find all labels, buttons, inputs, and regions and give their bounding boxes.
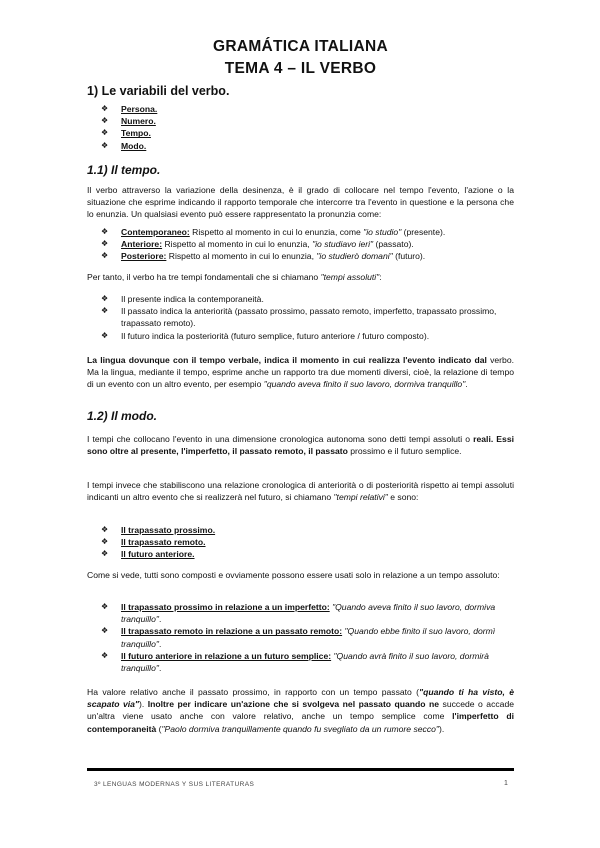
diamond-bullet-icon: ❖: [101, 227, 109, 236]
list-item: ❖ Numero.: [101, 116, 156, 127]
tense-list: [101, 226, 514, 263]
list-item: ❖ Il trapassato remoto.: [101, 537, 206, 548]
section-1-2-heading: 1.2) Il modo.: [87, 409, 158, 423]
section-1-1-heading: 1.1) Il tempo.: [87, 163, 161, 177]
diamond-bullet-icon: ❖: [101, 626, 109, 636]
list-item: ❖ Il futuro anteriore.: [101, 549, 195, 560]
tempo-paragraph-1: Il verbo attraverso la variazione della desinenza, è il grado di collocare nel tempo l'evento, l'azione o la situazione che esprime indicando il rapporto temporale che intercorre tra l'evento in questione e la persona che lo enunzia. Un qualsiasi evento può essere rappresentato la pronunzia come:: [87, 185, 514, 220]
list-item: ❖ Il futuro indica la posteriorità (futuro semplice, futuro anteriore / futuro composto).: [101, 330, 430, 341]
list-item: ❖ Posteriore: Rispetto al momento in cui lo enunzia, "io studierò domani" (futuro).: [101, 251, 426, 262]
section-1-heading: 1) Le variabili del verbo.: [87, 84, 230, 98]
tempo-paragraph-2: Per tanto, il verbo ha tre tempi fondamentali che si chiamano "tempi assoluti":: [87, 272, 382, 282]
diamond-bullet-icon: ❖: [101, 525, 109, 534]
relations-list: [101, 601, 514, 674]
list-item: ❖ Persona.: [101, 104, 158, 114]
relative-tenses-list: [101, 524, 514, 561]
tempo-paragraph-3: La lingua dovunque con il tempo verbale, indica il momento in cui realizza l'evento indicato dal verbo. Ma la lingua, mediante il tempo, esprime anche un rapporto tra due momenti diversi, cioè, la relazione di tempo di un evento con un altro evento, per esempio "quando aveva finito il suo lavoro, dormiva tranquillo".: [87, 355, 514, 390]
diamond-bullet-icon: ❖: [101, 239, 109, 249]
modo-paragraph-1: I tempi che collocano l'evento in una dimensione cronologica autonoma sono detti tempi assoluti o reali. Essi sono oltre al presente, l'imperfetto, il passato remoto, il passato prossimo e il futuro semplice.: [87, 434, 514, 457]
diamond-bullet-icon: ❖: [101, 104, 109, 113]
list-item: ❖ Il trapassato remoto in relazione a un passato remoto: "Quando ebbe finito il suo lavoro, dormì tranquillo".: [101, 626, 496, 649]
modo-paragraph-4: Ha valore relativo anche il passato prossimo, in rapporto con un tempo passato ("quando ti ha visto, è scapato via"). Inoltre per indicare un'azione che si svolgeva nel passato quando ne succede o accade un'altra viene usato anche con valore relativo, anche un tempo semplice come l'imperfetto di contemporaneità ("Paolo dormiva tranquillamente quando fu svegliato da un rumore secco").: [87, 687, 515, 734]
list-item: ❖ Il presente indica la contemporaneità.: [101, 294, 264, 304]
diamond-bullet-icon: ❖: [101, 537, 109, 547]
modo-paragraph-2: I tempi invece che stabiliscono una relazione cronologica di anteriorità o di posteriorità rispetto ai tempi assoluti indicanti un altro evento che si realizzerà nel futuro, si chiamano "tempi relativi" e sono:: [87, 480, 514, 503]
list-item: ❖ Anteriore: Rispetto al momento in cui lo enunzia, "io studiavo ieri" (passato).: [101, 239, 414, 250]
list-item: ❖ Il passato indica la anteriorità (passato prossimo, passato remoto, imperfetto, trapassato prossimo, trapassato remoto).: [101, 306, 497, 329]
footer-course-label: 3º LENGUAS MODERNAS Y SUS LITERATURAS: [94, 781, 255, 788]
diamond-bullet-icon: ❖: [101, 306, 109, 316]
diamond-bullet-icon: ❖: [101, 251, 109, 261]
list-item: ❖ Il trapassato prossimo in relazione a un imperfetto: "Quando aveva finito il suo lavoro, dormiva tranquillo".: [101, 602, 496, 625]
diamond-bullet-icon: ❖: [101, 128, 109, 138]
modo-paragraph-3: Come si vede, tutti sono composti e ovviamente possono essere usati solo in relazione a un tempo assoluto:: [87, 570, 500, 580]
list-item: ❖ Contemporaneo: Rispetto al momento in cui lo enunzia, come "io studio" (presente).: [101, 227, 446, 237]
diamond-bullet-icon: ❖: [101, 294, 109, 303]
diamond-bullet-icon: ❖: [101, 549, 109, 559]
diamond-bullet-icon: ❖: [101, 602, 109, 611]
diamond-bullet-icon: ❖: [101, 330, 109, 340]
document-subtitle: TEMA 4 – IL VERBO: [224, 60, 377, 77]
list-item: ❖ Modo.: [101, 140, 147, 151]
diamond-bullet-icon: ❖: [101, 116, 109, 126]
absolute-tenses-list: [101, 293, 514, 342]
list-item: ❖ Il trapassato prossimo.: [101, 525, 216, 535]
list-item: ❖ Il futuro anteriore in relazione a un futuro semplice: "Quando avrà finito il suo lavoro, dormirà tranquillo".: [101, 650, 489, 674]
document-title: GRAMÁTICA ITALIANA: [212, 38, 388, 55]
page-number: 1: [504, 780, 508, 787]
list-item: ❖ Tempo.: [101, 128, 151, 139]
diamond-bullet-icon: ❖: [101, 650, 109, 660]
footer-divider: [87, 768, 514, 771]
diamond-bullet-icon: ❖: [101, 140, 109, 150]
variables-list: [101, 103, 514, 152]
